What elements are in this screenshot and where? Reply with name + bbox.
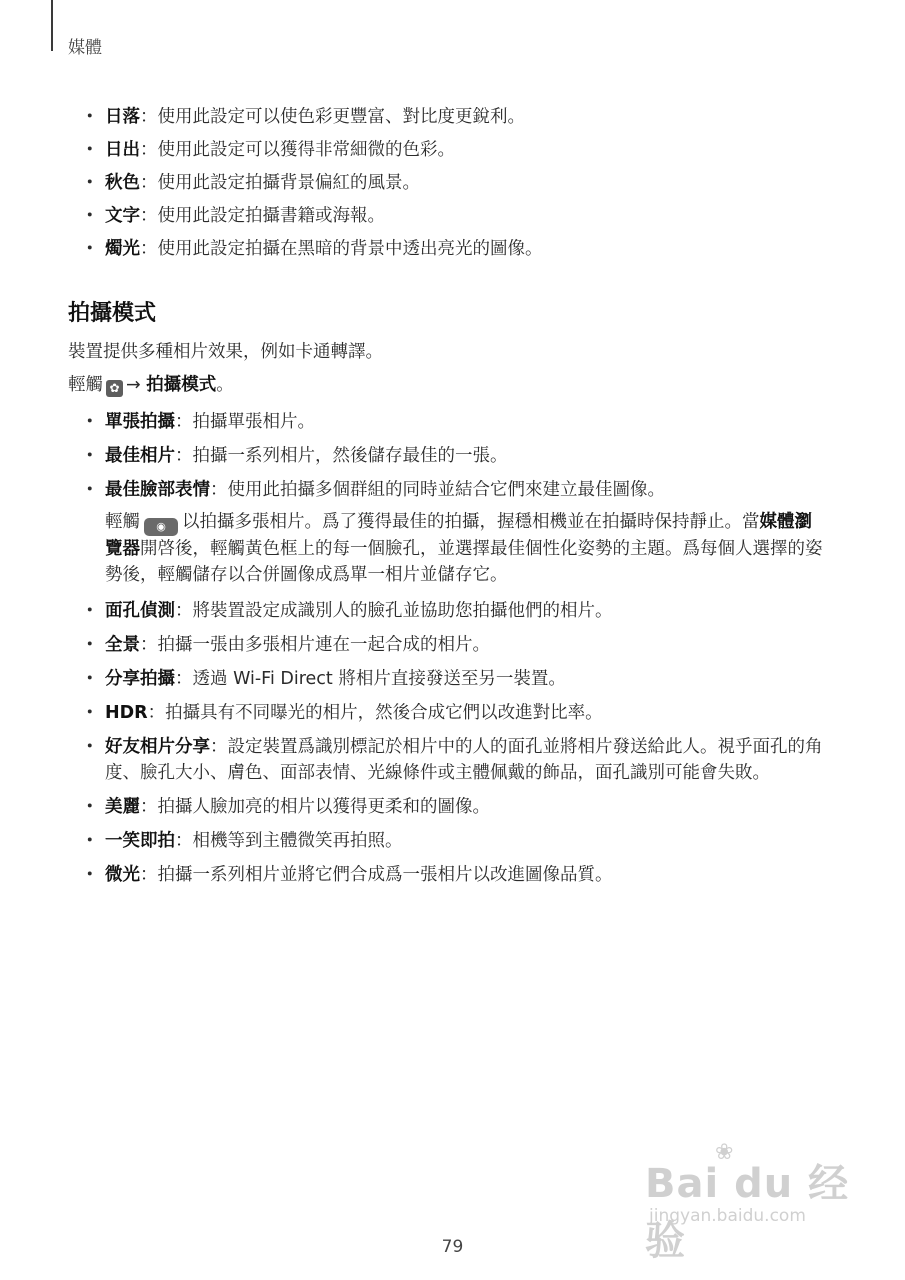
item-desc: ：拍攝人臉加亮的相片以獲得更柔和的圖像。 [140,797,490,817]
item-desc: ：使用此設定拍攝書籍或海報。 [140,206,385,226]
tap-prefix: 輕觸 [68,375,103,395]
page-number: 79 [441,1237,464,1257]
item-term: 微光 [105,865,140,885]
list-item [78,862,828,888]
watermark-brand: Bai du 经验 [645,1161,850,1264]
list-item [78,104,543,130]
list-item [78,734,828,786]
list-item [78,666,828,692]
item-desc: ：將裝置設定成識別人的臉孔並協助您拍攝他們的相片。 [175,601,613,621]
list-item [78,828,828,854]
item-desc: ：設定裝置爲識別標記於相片中的人的面孔並將相片發送給此人。視乎面孔的角度、臉孔大小、膚色、面部表情、光線條件或主體佩戴的飾品，面孔識別可能會失敗。 [105,737,823,783]
item-desc: ：拍攝單張相片。 [175,412,315,432]
tap-target: 拍攝模式 [146,375,217,395]
item-term: 文字 [105,206,140,226]
list-item [78,443,828,469]
bullet-icon: ・ [81,173,99,193]
watermark-logo [645,1140,860,1264]
list-item [78,203,543,229]
tap-instruction: 輕觸 ✿ → 拍攝模式。 [68,375,234,395]
arrow-icon: → [126,375,141,395]
item-term: 日落 [105,107,140,127]
item-term: 一笑即拍 [105,831,175,851]
list-item [78,170,543,196]
bullet-icon: ・ [81,703,99,723]
item-term: 好友相片分享 [105,737,210,757]
list-item [78,700,828,726]
item-term: 燭光 [105,239,140,259]
paw-icon: ❀ [715,1140,734,1165]
bullet-icon: ・ [81,635,99,655]
list-item [78,477,828,503]
item-term: 全景 [105,635,140,655]
bullet-icon: ・ [81,865,99,885]
media-browser-label: 媒體瀏覽器 [105,512,812,559]
item-desc: ：使用此拍攝多個群組的同時並結合它們來建立最佳圖像。 [210,480,665,500]
item-desc: ：拍攝一系列相片，然後儲存最佳的一張。 [175,446,508,466]
list-item [78,598,828,624]
item-desc: ：拍攝一張由多張相片連在一起合成的相片。 [140,635,490,655]
bullet-icon: ・ [81,140,99,160]
item-desc: ：透過 Wi-Fi Direct 將相片直接發送至另一裝置。 [175,669,566,689]
bullet-icon: ・ [81,107,99,127]
item-desc: ：相機等到主體微笑再拍照。 [175,831,403,851]
bullet-icon: ・ [81,206,99,226]
item-term: 單張拍攝 [105,412,175,432]
bullet-icon: ・ [81,446,99,466]
item-term: 秋色 [105,173,140,193]
item-term: HDR [105,703,148,723]
list-item [78,632,828,658]
item-desc: ：使用此設定拍攝在黑暗的背景中透出亮光的圖像。 [140,239,543,259]
item-desc: ：使用此設定拍攝背景偏紅的風景。 [140,173,420,193]
item-term: 最佳臉部表情 [105,480,210,500]
list-item [78,794,828,820]
item-term: 最佳相片 [105,446,175,466]
item-term: 分享拍攝 [105,669,175,689]
best-face-note: 輕觸 ◉ 以拍攝多張相片。爲了獲得最佳的拍攝，握穩相機並在拍攝時保持靜止。當媒體瀏覽器開啓後，輕觸黃色框上的每一個臉孔，並選擇最佳個性化姿勢的主題。爲每個人選擇的姿勢後，輕觸儲存以合併圖像成爲單一相片並儲存它。 [105,512,823,585]
watermark-url: jingyan.baidu.com [649,1206,806,1226]
item-desc: ：使用此設定可以使色彩更豐富、對比度更銳利。 [140,107,525,127]
bullet-icon: ・ [81,797,99,817]
bullet-icon: ・ [81,737,99,757]
list-item [78,236,543,262]
bullet-icon: ・ [81,831,99,851]
bullet-icon: ・ [81,669,99,689]
item-desc: ：拍攝一系列相片並將它們合成爲一張相片以改進圖像品質。 [140,865,613,885]
item-term: 美麗 [105,797,140,817]
camera-icon: ◉ [144,518,178,536]
list-item [78,409,828,435]
scene-mode-list [78,104,543,262]
item-desc: ：使用此設定可以獲得非常細微的色彩。 [140,140,455,160]
bullet-icon: ・ [81,601,99,621]
item-desc: ：拍攝具有不同曝光的相片，然後合成它們以改進對比率。 [147,703,603,723]
item-term: 面孔偵測 [105,601,175,621]
section-title: 拍攝模式 [68,301,157,326]
item-term: 日出 [105,140,140,160]
list-item [78,137,543,163]
shooting-mode-list [78,409,828,888]
bullet-icon: ・ [81,480,99,500]
bullet-icon: ・ [81,412,99,432]
bullet-icon: ・ [81,239,99,259]
settings-icon: ✿ [106,380,123,397]
chapter-title: 媒體 [68,38,102,58]
section-intro: 裝置提供多種相片效果，例如卡通轉譯。 [68,342,383,362]
header-rule [51,0,53,51]
